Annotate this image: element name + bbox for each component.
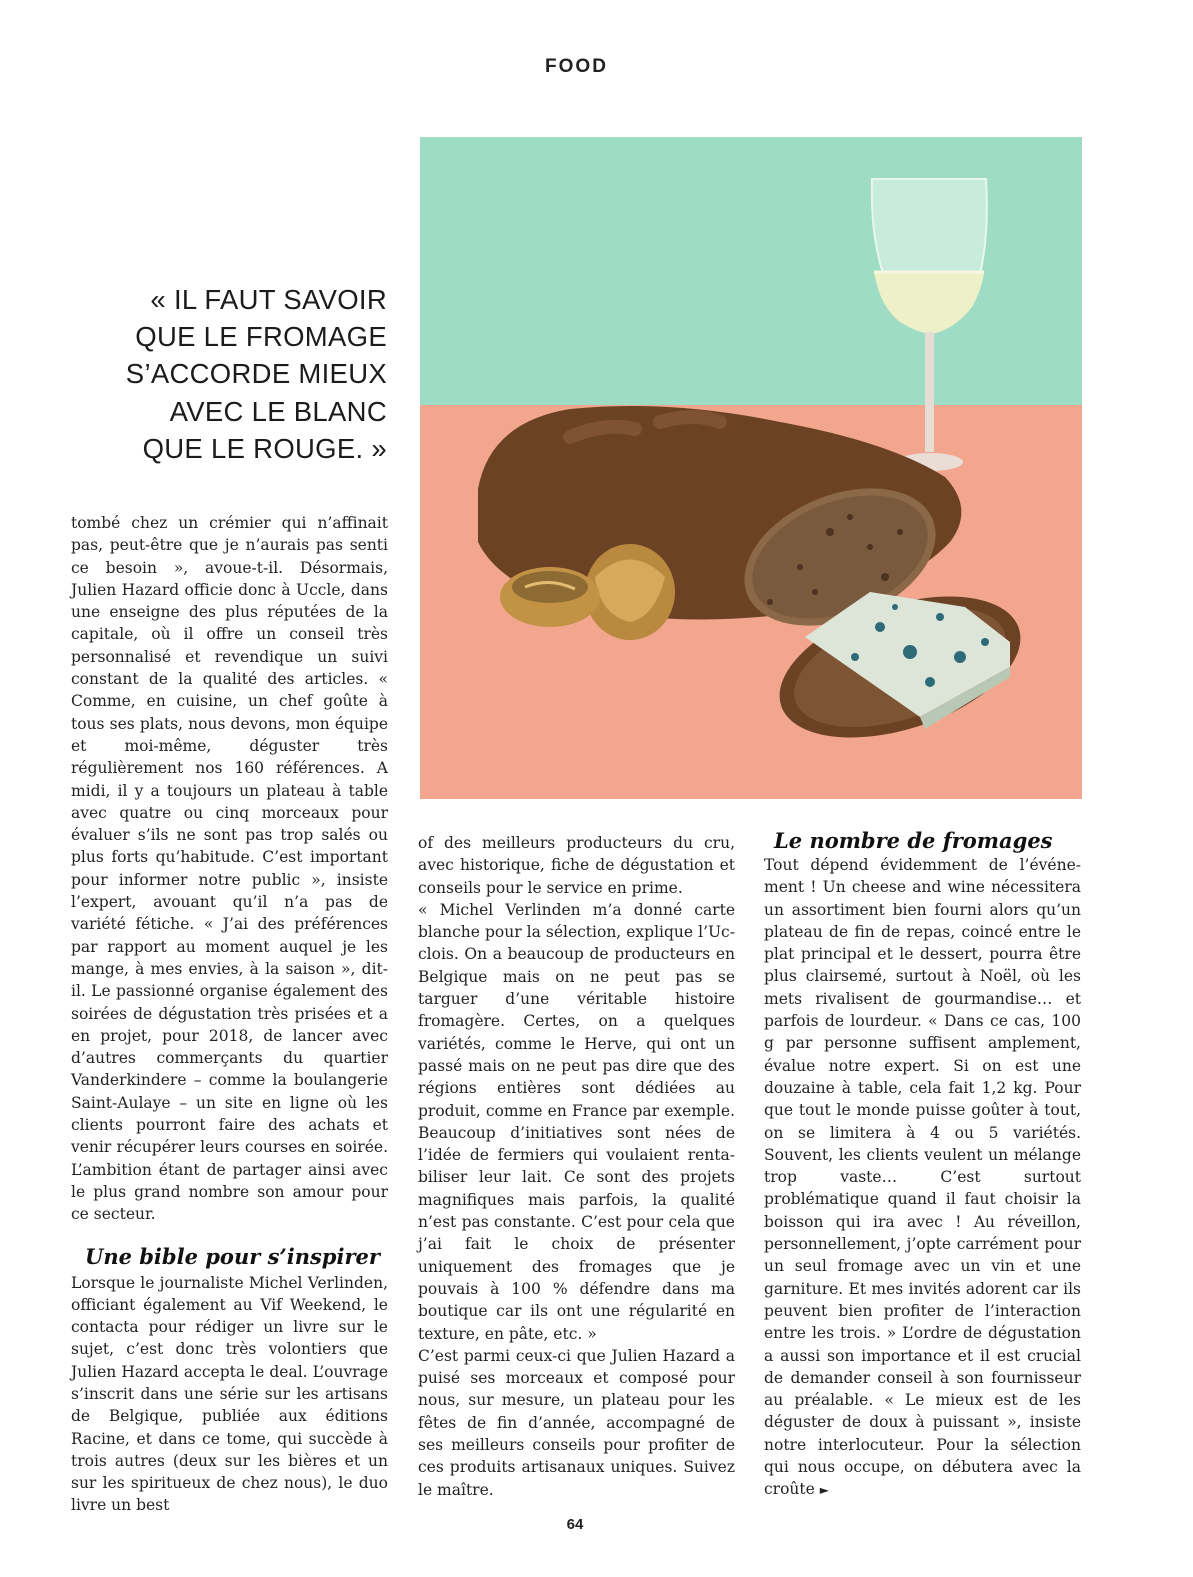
pull-quote-line: S’ACCORDE MIEUX xyxy=(125,358,387,390)
subheading: Une bible pour s’inspirer xyxy=(85,1243,380,1269)
page-number: 64 xyxy=(566,1516,584,1533)
article-paragraph: tombé chez un crémier qui n’affinait pas, peut-être que je n’aurais pas senti ce besoin », avoue-t-il. Désormais, Julien Hazard officie donc à Uccle, dans une enseigne des plus réputées de la capitale, où il offre un conseil très personnalisé et revendique un suivi constant de la qualité des articles. « Comme, en cuisine, un chef goûte à tous ses plats, nous devons, mon équipe et moi-même, déguster très régulièrement nos 160 références. A midi, il y a toujours un plateau à table avec quatre ou cinq morceaux pour évaluer s’ils ne sont pas trop salés ou plus forts qu’habitude. C’est important pour informer notre public », insiste l’expert, avouant qu’il n’a pas de variété fétiche. « J’ai des préférences par rapport au moment auquel je les mange, à mes envies, à la saison », dit-il. Le passionné organise également des soirées de dégustation très prisées et a en projet, pour 2018, de lancer avec d’autres commerçants du quartier Vanderkindere – comme la boulangerie Saint-Aulaye – un site en ligne où les clients pourront faire des achats et venir récupérer leurs courses en soirée. L’ambition étant de partager ainsi avec le plus grand nombre son amour pour ce secteur. xyxy=(71,514,388,1224)
pull-quote-line: QUE LE ROUGE. » xyxy=(142,432,387,464)
article-paragraph: « Michel Verlinden m’a donné carte blanche pour la sélection, explique l’Ucclois. On a beaucoup de producteurs en Belgique mais on ne peut pas se targuer d’une véritable histoire fromagère. Certes, on a quelques variétés, comme le Herve, qui ont un passé mais on ne peut pas dire que des régions entières sont dédiées au produit, comme en France par exemple. Beaucoup d’initiatives sont nées de l’idée de fermiers qui voulaient rentabiliser leur lait. Ce sont des projets magnifiques mais parfois, la qualité n’est pas constante. C’est pour cela que j’ai fait le choix de présenter uniquement des fromages que je pouvais à 100 % défendre dans ma boutique car ils ont une régularité en texture, en pâte, etc. » xyxy=(418,900,735,1343)
article-column-3 xyxy=(764,828,1081,1502)
pull-quote-line: QUE LE FROMAGE xyxy=(135,321,387,353)
article-paragraph: C’est parmi ceux-ci que Julien Hazard a puisé ses morceaux et composé pour nous, sur mesure, un plateau pour les fêtes de fin d’année, accompagné de ses meilleurs conseils pour profiter de ces produits artisanaux uniques. Suivez le maître. xyxy=(418,1346,735,1499)
continue-arrow-icon: ► xyxy=(819,1483,829,1498)
article-paragraph: of des meilleurs producteurs du cru, avec historique, fiche de dégustation et conseils pour le service en prime. xyxy=(418,834,735,897)
article-paragraph: Lorsque le journaliste Michel Verlinden, officiant également au Vif Weekend, le contacta pour rédiger un livre sur le sujet, c’est donc très volontiers que Julien Hazard accepta le deal. L’ouvrage s’inscrit dans une série sur les artisans de Belgique, publiée aux éditions Racine, et dans ce tome, qui succède à trois autres (deux sur les bières et un sur les spiritueux de chez nous), le duo livre un best xyxy=(71,1273,388,1515)
article-column-1 xyxy=(71,512,388,1517)
section-label: FOOD xyxy=(545,56,608,77)
article-text: Tout dépend évidemment de l’événement ! Un cheese and wine nécessitera un assortiment bien fourni alors qu’un plateau de fin de repas, coincé entre le plat principal et le dessert, pourra être plus clairsemé, surtout à Noël, où les mets rivalisent de gourmandise… et parfois de lourdeur. « Dans ce cas, 100 g par personne suffisent amplement, évalue notre expert. Si on est une douzaine à table, cela fait 1,2 kg. Pour que tout le monde puisse goûter à tout, on se limitera à 4 ou 5 variétés. Souvent, les clients veulent un mélange trop vaste… C’est surtout problématique quand il faut choisir la boisson qui ira avec ! Au réveillon, personnellement, j’opte carrément pour un seul fromage avec un vin et une garniture. Et mes invités adorent car ils peuvent bien profiter de l’interaction entre les trois. » L’ordre de dégustation a aussi son importance et il est crucial de demander conseil à son fournisseur au préalable. « Le mieux est de les déguster de doux à puissant », insiste notre interlocuteur. Pour la sélection qui nous occupe, on débutera avec la croûte xyxy=(764,856,1081,1499)
pull-quote-line: « IL FAUT SAVOIR xyxy=(150,284,387,315)
subheading: Le nombre de fromages xyxy=(774,828,1053,853)
article-column-2 xyxy=(418,832,735,1501)
pull-quote xyxy=(120,281,387,467)
cheese-bread-wine-illustration xyxy=(420,137,1082,799)
pull-quote-line: AVEC LE BLANC xyxy=(169,395,387,427)
article-paragraph xyxy=(764,854,1081,1502)
